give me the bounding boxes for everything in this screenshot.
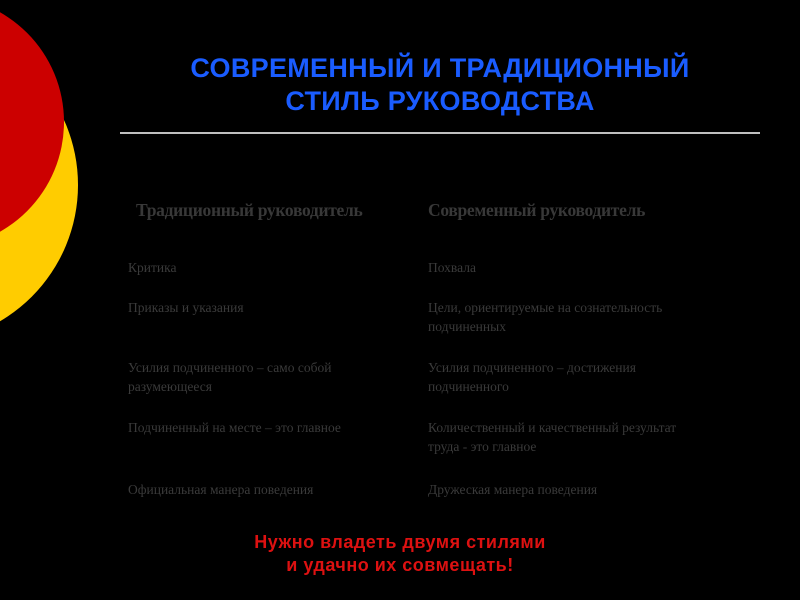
traditional-cell: Критика [128,260,177,275]
slide-title [120,52,760,118]
title-line-1: СОВРЕМЕННЫЙ И ТРАДИЦИОННЫЙ [190,53,690,83]
modern-cell: Дружеская манера поведения [428,482,598,497]
table-row [128,358,728,396]
modern-cell: Количественный и качественный результат труда - это главное [428,420,677,454]
table-row [128,258,728,277]
header-traditional: Традиционный руководитель [136,200,363,220]
modern-cell: Похвала [428,260,476,275]
traditional-cell: Официальная манера поведения [128,482,314,497]
table-row [128,298,728,336]
traditional-cell: Подчиненный на месте – это главное [128,420,341,435]
traditional-cell: Усилия подчиненного – само собой разумеющееся [128,360,332,394]
title-divider [120,132,760,134]
footer-note [0,531,800,577]
modern-cell: Цели, ориентируемые на сознательность подчиненных [428,300,663,334]
footer-line-2: и удачно их совмещать! [286,555,514,575]
table-header-row [128,200,728,240]
footer-line-1: Нужно владеть двумя стилями [254,532,546,552]
decorative-circles [0,0,120,340]
table-row [128,418,728,456]
traditional-cell: Приказы и указания [128,300,244,315]
modern-cell: Усилия подчиненного – достижения подчиненного [428,360,636,394]
table-row [128,480,728,499]
header-modern: Современный руководитель [428,200,646,220]
comparison-table [128,200,728,499]
title-line-2: СТИЛЬ РУКОВОДСТВА [285,86,595,116]
